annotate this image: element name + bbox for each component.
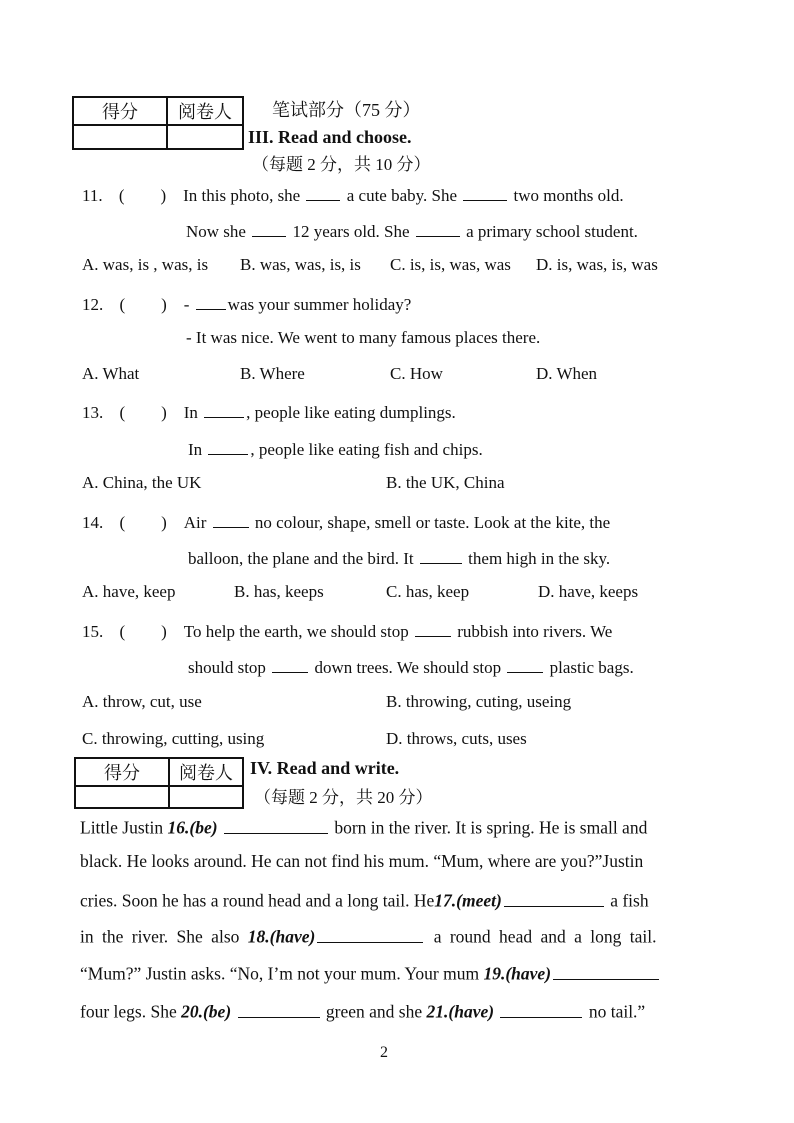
option-c[interactable]: C. throwing, cutting, using [82,729,265,748]
page-number: 2 [380,1044,388,1061]
option-a[interactable]: A. China, the UK [82,473,202,492]
blank[interactable] [463,183,507,201]
blank-17[interactable] [504,888,604,907]
option-c[interactable]: C. is, is, was, was [390,255,511,274]
question-12-line-1: 12. ( ) - was your summer holiday? [82,292,411,315]
blank[interactable] [213,510,249,528]
question-15-line-1: 15. ( ) To help the earth, we should stop rubbish into rivers. We [82,619,612,642]
option-b[interactable]: B. was, was, is, is [240,255,361,274]
question-14-line-1: 14. ( ) Air no colour, shape, smell or taste. Look at the kite, the [82,510,610,533]
answer-parentheses[interactable]: ( ) [119,403,167,422]
option-a[interactable]: A. have, keep [82,582,176,601]
passage-line-1: Little Justin 16.(be) born in the river. It is spring. He is small and [80,815,647,839]
blank[interactable] [420,546,462,564]
score-cell[interactable] [75,786,169,808]
section-4-heading: IV. Read and write. [250,758,400,778]
question-15-line-2: should stop down trees. We should stop plastic bags. [188,655,634,678]
grader-cell[interactable] [167,125,243,149]
blank[interactable] [196,292,226,310]
blank[interactable] [306,183,340,201]
option-a[interactable]: A. What [82,364,140,383]
blank-20[interactable] [238,999,320,1018]
blank-16[interactable] [224,815,328,834]
question-12-line-2: - It was nice. We went to many famous places there. [186,328,541,347]
option-a[interactable]: A. was, is , was, is [82,255,209,274]
section-4-points: （每题 2 分，共 20 分） [254,788,433,807]
question-13-line-2: In , people like eating fish and chips. [188,437,483,460]
option-a[interactable]: A. throw, cut, use [82,692,202,711]
score-table-2 [74,757,244,809]
blank[interactable] [204,400,244,418]
question-11-line-2: Now she 12 years old. She a primary school student. [186,219,638,242]
grader-header: 阅卷人 [169,758,243,786]
option-d[interactable]: D. have, keeps [538,582,639,601]
section-3-heading: III. Read and choose. [248,127,412,147]
score-header: 得分 [73,97,167,125]
passage-line-5: “Mum?” Justin asks. “No, I’m not your mum. Your mum 19.(have) [80,961,661,985]
answer-parentheses[interactable]: ( ) [118,186,167,205]
option-d[interactable]: D. is, was, is, was [536,255,658,274]
blank[interactable] [416,219,460,237]
option-b[interactable]: B. throwing, cuting, useing [386,692,572,711]
question-14-line-2: balloon, the plane and the bird. It them high in the sky. [188,546,610,569]
answer-parentheses[interactable]: ( ) [119,622,167,641]
option-c[interactable]: C. How [390,364,443,383]
question-number: 11. [82,186,103,205]
blank-19[interactable] [553,961,659,980]
part-title: 笔试部分（75 分） [272,100,421,120]
blank[interactable] [507,655,543,673]
passage-line-3: cries. Soon he has a round head and a long tail. He17.(meet) a fish [80,888,649,912]
answer-parentheses[interactable]: ( ) [119,513,167,532]
blank[interactable] [415,619,451,637]
answer-parentheses[interactable]: ( ) [119,295,167,314]
blank[interactable] [208,437,248,455]
option-b[interactable]: B. the UK, China [386,473,505,492]
blank[interactable] [252,219,286,237]
passage-line-4: in the river. She also 18.(have) a round head and a long tail. [80,924,656,948]
blank-18[interactable] [317,924,423,943]
blank[interactable] [272,655,308,673]
passage-line-2: black. He looks around. He can not find his mum. “Mum, where are you?”Justin [80,851,644,871]
question-13-line-1: 13. ( ) In , people like eating dumplings. [82,400,456,423]
score-header: 得分 [75,758,169,786]
question-11-line-1: 11. ( ) In this photo, she a cute baby. She two months old. [82,183,624,206]
option-d[interactable]: D. throws, cuts, uses [386,729,527,748]
option-d[interactable]: D. When [536,364,598,383]
grader-cell[interactable] [169,786,243,808]
option-b[interactable]: B. has, keeps [234,582,324,601]
passage-line-6: four legs. She 20.(be) green and she 21.(have) no tail.” [80,999,645,1023]
blank-21[interactable] [500,999,582,1018]
score-table-1 [72,96,244,150]
section-3-points: （每题 2 分，共 10 分） [252,155,431,174]
option-c[interactable]: C. has, keep [386,582,470,601]
score-cell[interactable] [73,125,167,149]
grader-header: 阅卷人 [167,97,243,125]
option-b[interactable]: B. Where [240,364,305,383]
